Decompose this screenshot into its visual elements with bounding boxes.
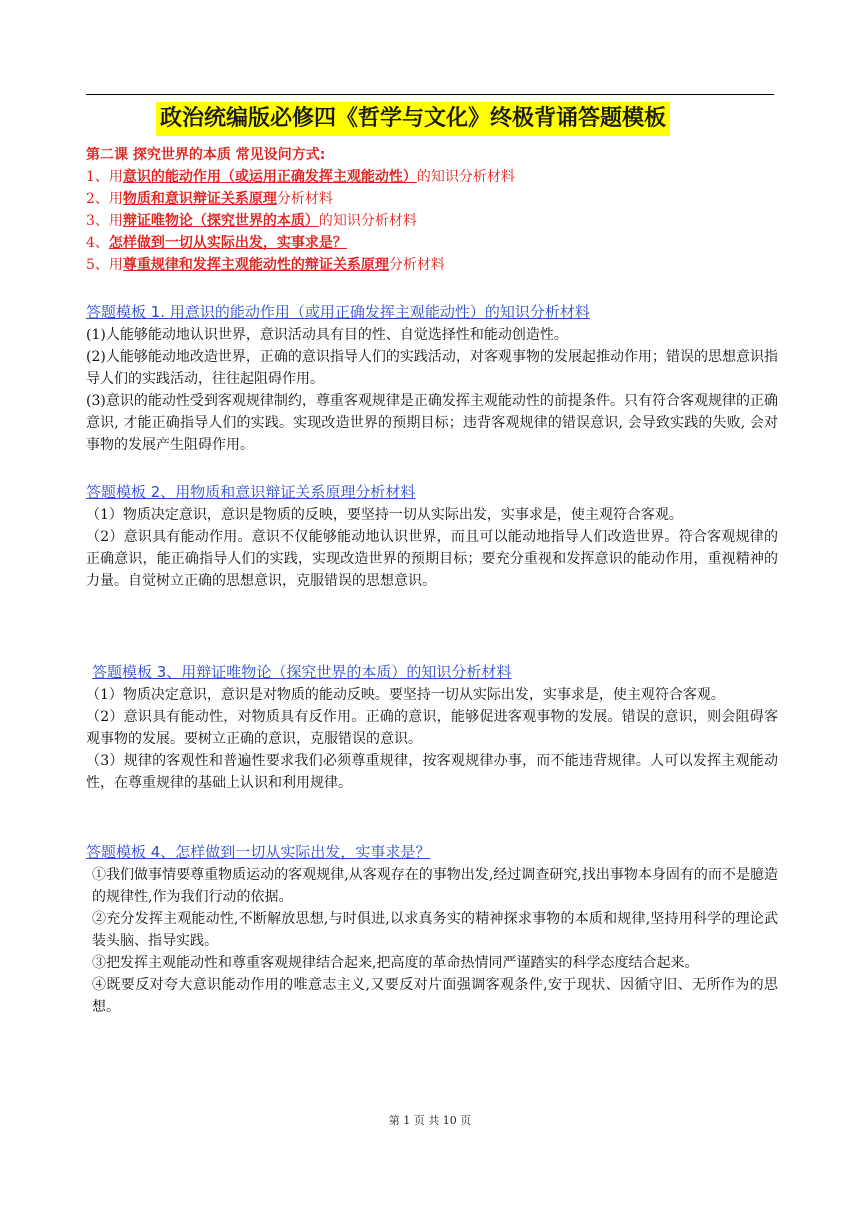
template-section-4 [86,840,778,1018]
intro-heading: 第二课 探究世界的本质 常见设问方式: [86,147,326,163]
template-section-2 [86,480,778,592]
template-paragraph: (3)意识的能动性受到客观规律制约，尊重客观规律是正确发挥主观能动性的前提条件。只有符合客观规律的正确意识, 才能正确指导人们的实践。实现改造世界的预期目标；违背客观规律的错误意识, 会导致实践的失败, 会对事物的发展产生阻碍作用。 [86,393,778,453]
template-heading: 答题模板 3、用辩证唯物论（探究世界的本质）的知识分析材料 [92,663,512,681]
template-paragraph: ④既要反对夸大意识能动作用的唯意志主义,又要反对片面强调客观条件,安于现状、因循守旧、无所作为的思想。 [92,977,778,1015]
template-heading: 答题模板 4、怎样做到一切从实际出发，实事求是？ [86,843,431,861]
page-footer: 第 1 页 共 10 页 [388,1114,472,1127]
template-paragraph: ③把发挥主观能动性和尊重客观规律结合起来,把高度的革命热情同严谨踏实的科学态度结合起来。 [92,955,699,971]
page-title: 政治统编版必修四《哲学与文化》终极背诵答题模板 [160,106,667,131]
template-paragraph: （2）意识具有能动作用。意识不仅能够能动地认识世界，而且可以能动地指导人们改造世界。符合客观规律的正确意识，能正确指导人们的实践，实现改造世界的预期目标；要充分重视和发挥意识的能动作用，重视精神的力量。自觉树立正确的思想意识，克服错误的思想意识。 [86,529,778,589]
template-paragraph: （2）意识具有能动性，对物质具有反作用。正确的意识，能够促进客观事物的发展。错误的意识，则会阻碍客观事物的发展。要树立正确的意识，克服错误的意识。 [86,709,778,747]
intro-item-3: 3、用辩证唯物论（探究世界的本质）的知识分析材料 [86,213,417,229]
title-highlight [156,102,670,136]
intro-item-1: 1、用意识的能动作用（或运用正确发挥主观能动性）的知识分析材料 [86,169,515,185]
intro-item-2: 2、用物质和意识辩证关系原理分析材料 [86,191,333,207]
template-paragraph: (1)人能够能动地认识世界，意识活动具有目的性、自觉选择性和能动创造性。 [86,327,568,343]
template-paragraph: ②充分发挥主观能动性,不断解放思想,与时俱进,以求真务实的精神探求事物的本质和规律,坚持用科学的理论武装头脑、指导实践。 [92,911,778,949]
template-heading: 答题模板 1. 用意识的能动作用（或用正确发挥主观能动性）的知识分析材料 [86,303,590,321]
template-section-1 [86,300,778,456]
template-heading: 答题模板 2、用物质和意识辩证关系原理分析材料 [86,483,416,501]
intro-item-5: 5、用尊重规律和发挥主观能动性的辩证关系原理分析材料 [86,257,445,273]
template-paragraph: （1）物质决定意识，意识是对物质的能动反映。要坚持一切从实际出发，实事求是，使主观符合客观。 [86,687,725,703]
intro-block [86,144,515,276]
header-rule [86,94,774,95]
template-paragraph: （3）规律的客观性和普遍性要求我们必须尊重规律，按客观规律办事，而不能违背规律。人可以发挥主观能动性，在尊重规律的基础上认识和利用规律。 [86,753,778,791]
template-paragraph: （1）物质决定意识，意识是物质的反映，要坚持一切从实际出发，实事求是，使主观符合客观。 [86,507,683,523]
template-paragraph: (2)人能够能动地改造世界，正确的意识指导人们的实践活动，对客观事物的发展起推动作用；错误的思想意识指导人们的实践活动，往往起阻碍作用。 [86,349,778,387]
intro-item-4: 4、怎样做到一切从实际出发，实事求是？ [86,235,347,251]
template-paragraph: ①我们做事情要尊重物质运动的客观规律,从客观存在的事物出发,经过调查研究,找出事物本身固有的而不是臆造的规律性,作为我们行动的依据。 [92,867,778,905]
template-section-3 [86,660,778,794]
